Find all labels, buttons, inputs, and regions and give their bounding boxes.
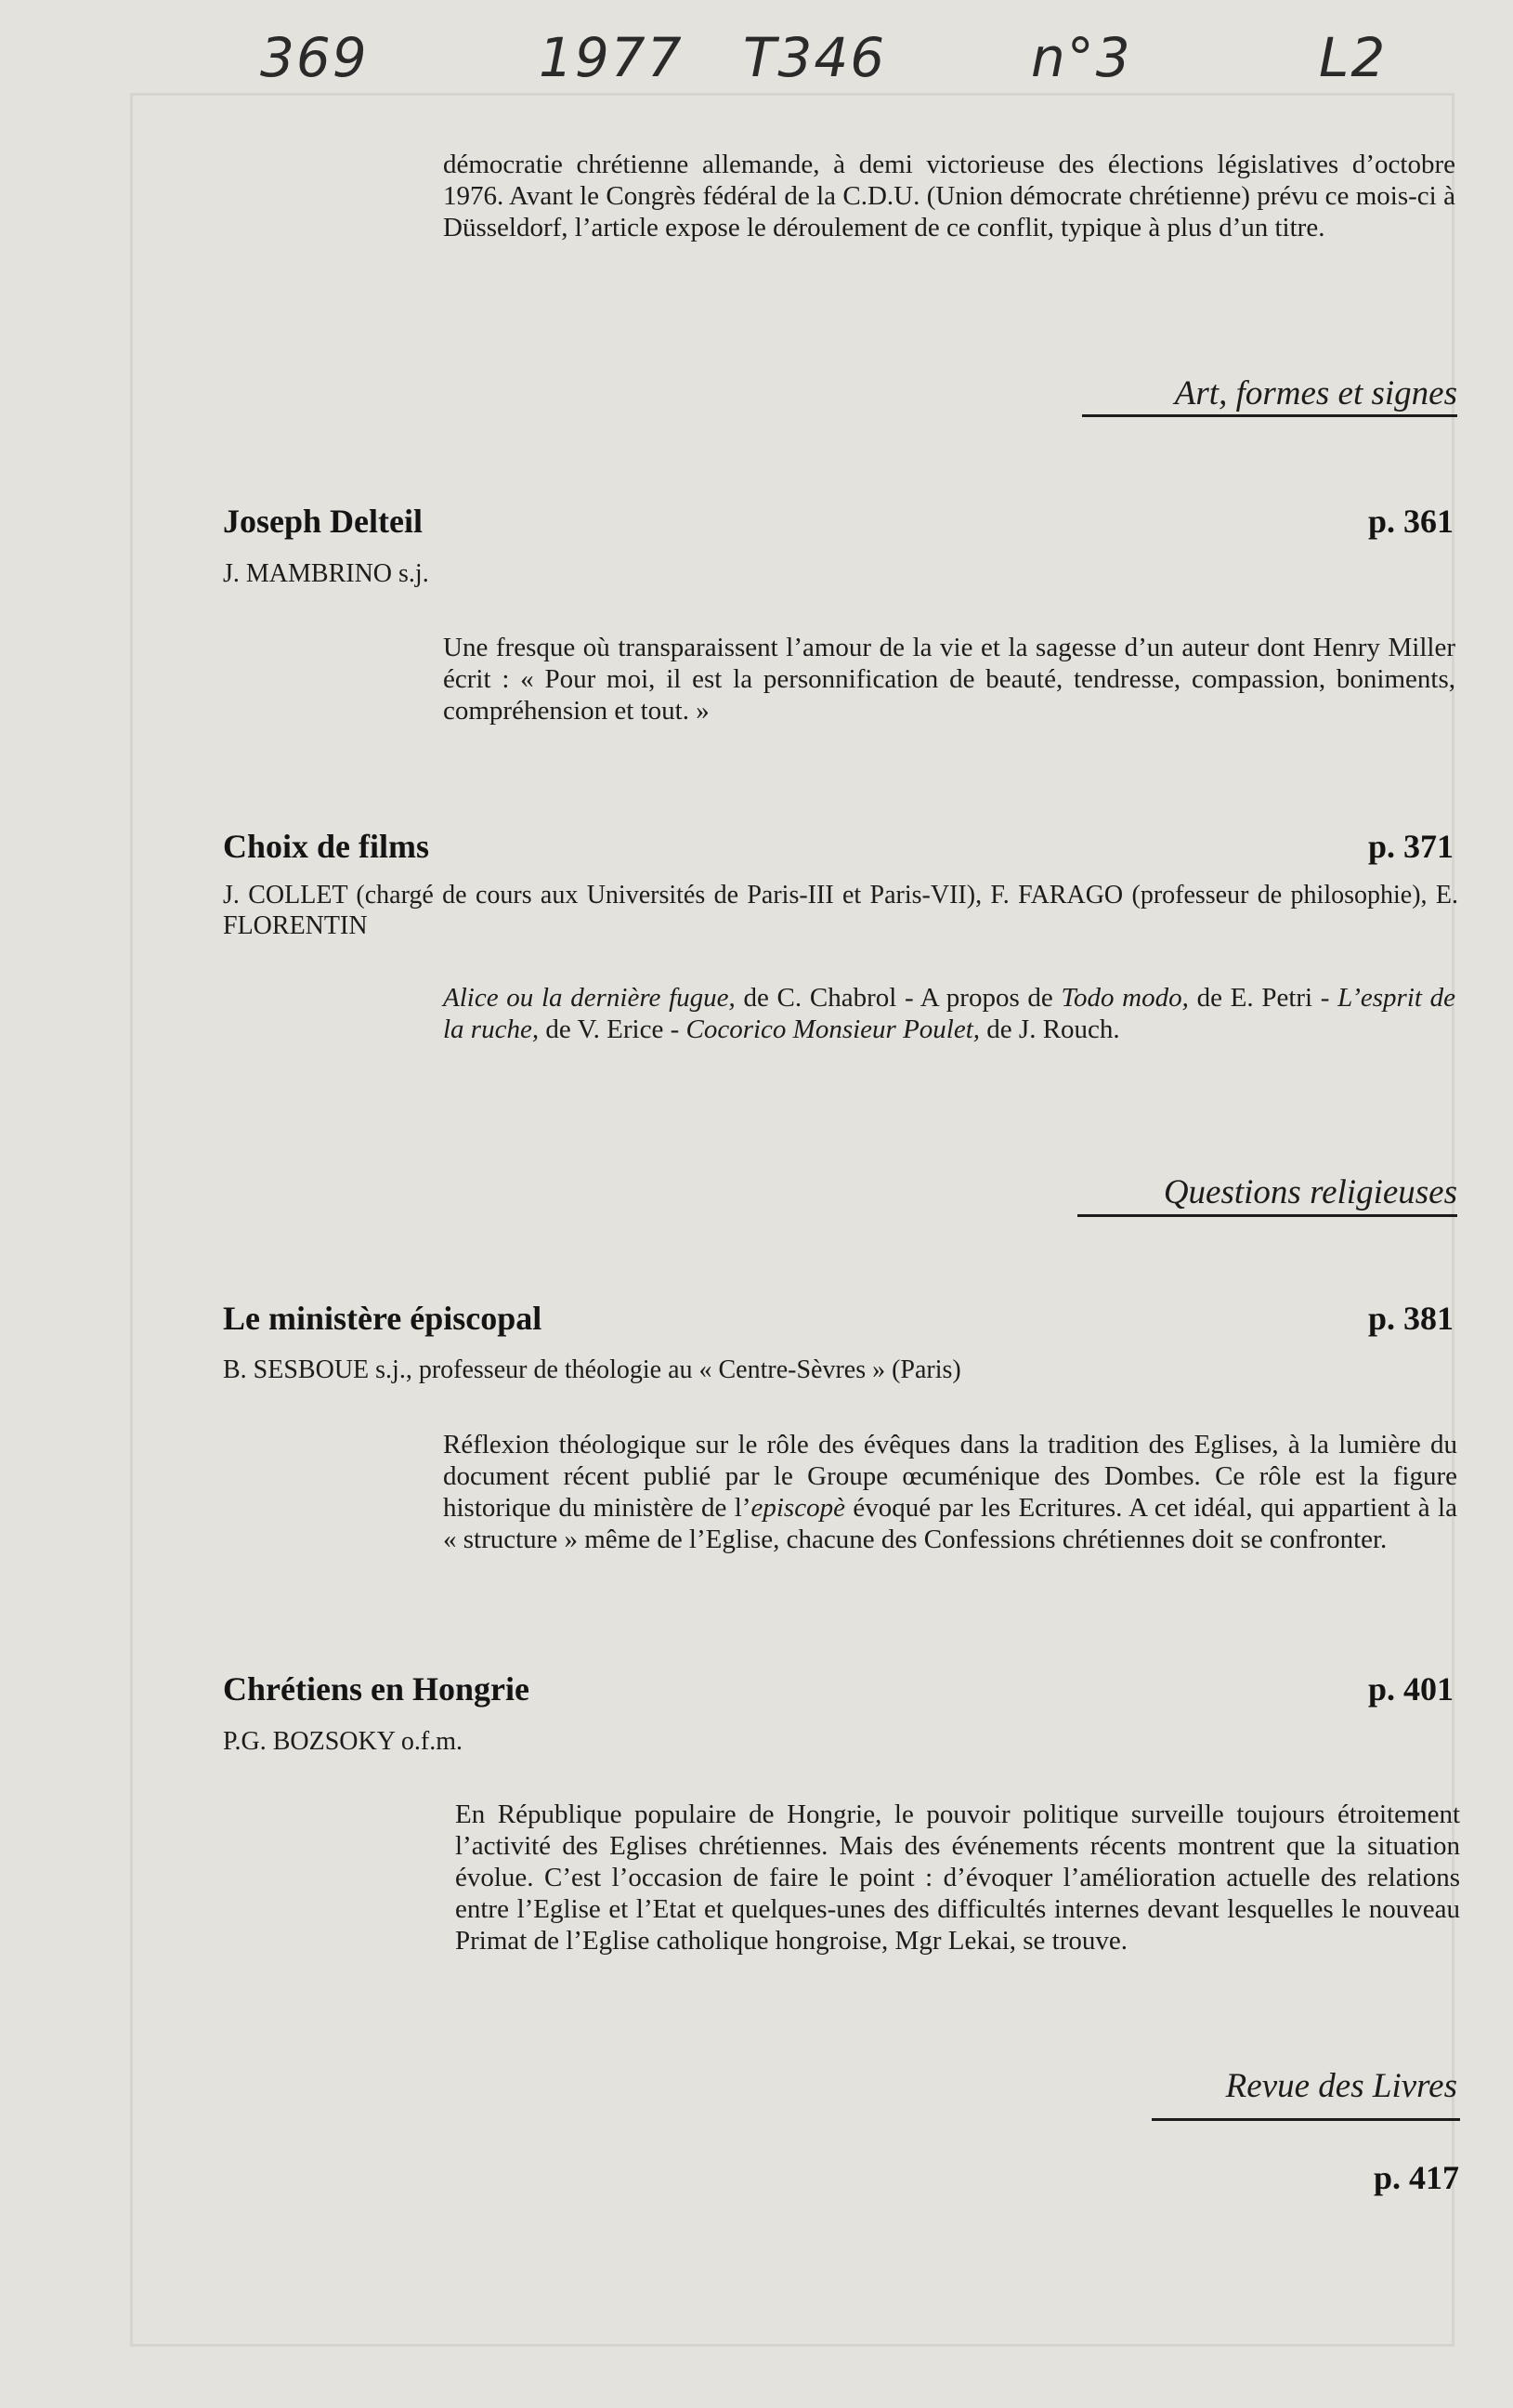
handwritten-note: L2 (1319, 26, 1388, 89)
section-heading-religion: Questions religieuses (1163, 1173, 1457, 1211)
section-rule (1152, 2118, 1460, 2121)
article-page-delteil: p. 361 (1367, 503, 1454, 540)
article-page-films: p. 371 (1367, 828, 1454, 865)
term-episcope: episcopè (750, 1493, 845, 1523)
handwritten-note: 1977 (539, 26, 684, 89)
film-title: Cocorico Monsieur Poulet, (685, 1014, 981, 1044)
article-title-films: Choix de films (223, 828, 430, 865)
article-summary-delteil: Une fresque où transparaissent l’amour de la vie et la sagesse d’un auteur dont Henry Miller écrit : « Pour moi, il est la personnification de beauté, tendresse, compassion, boniments, compréhension et tout. » (443, 633, 1455, 726)
article-summary-films: Alice ou la dernière fugue, de C. Chabrol - A propos de Todo modo, de E. Petri - L’esprit de la ruche, de V. Erice - Cocorico Monsieur Poulet, de J. Rouch. (443, 983, 1456, 1044)
article-title-ministere: Le ministère épiscopal (223, 1300, 542, 1337)
article-author-hongrie: P.G. BOZSOKY o.f.m. (223, 1727, 463, 1756)
article-author-films: J. COLLET (chargé de cours aux Universités de Paris-III et Paris-VII), F. FARAGO (professeur de philosophie), E. FLORENTIN (223, 881, 1458, 940)
article-page-ministere: p. 381 (1367, 1300, 1454, 1337)
film-title: L’esprit de la ruche, (443, 983, 1456, 1044)
section-rule (1077, 1214, 1457, 1217)
article-author-ministere: B. SESBOUE s.j., professeur de théologie au « Centre-Sèvres » (Paris) (223, 1355, 961, 1384)
article-author-delteil: J. MAMBRINO s.j. (223, 559, 429, 588)
article-title-delteil: Joseph Delteil (223, 503, 423, 540)
article-page-hongrie: p. 401 (1367, 1670, 1454, 1708)
article-page-livres: p. 417 (1373, 2159, 1459, 2196)
article-summary-ministere: Réflexion théologique sur le rôle des évêques dans la tradition des Eglises, à la lumière du document récent publié par le Groupe œcuménique des Dombes. Ce rôle est la figure historique du ministère de l’episcopè évoqué par les Ecritures. A cet idéal, qui appartient à la « structure » même de l’Eglise, chacune des Confessions chrétiennes doit se confronter. (443, 1430, 1457, 1554)
handwritten-note: T346 (743, 26, 887, 89)
film-title: Alice ou la dernière fugue, (443, 983, 736, 1013)
handwritten-note: n°3 (1031, 26, 1132, 89)
section-heading-books: Revue des Livres (1225, 2067, 1457, 2105)
article-summary-hongrie: En République populaire de Hongrie, le pouvoir politique surveille toujours étroitement l’activité des Eglises chrétiennes. Mais des événements récents montrent que la situation évolue. C’est l’occasion de faire le point : d’évoquer l’amélioration actuelle des relations entre l’Eglise et l’Etat et quelques-unes des difficultés internes devant lesquelles le nouveau Primat de l’Eglise catholique hongroise, Mgr Lekai, se trouve. (455, 1799, 1460, 1956)
section-heading-art: Art, formes et signes (1174, 374, 1457, 412)
film-title: Todo modo, (1061, 983, 1189, 1013)
bleed-through-frame (130, 93, 1454, 2347)
handwritten-note: 369 (260, 26, 369, 89)
intro-paragraph: démocratie chrétienne allemande, à demi victorieuse des élections législatives d’octobre 1976. Avant le Congrès fédéral de la C.D.U. (Union démocrate chrétienne) prévu ce mois-ci à Düsseldorf, l’article expose le déroulement de ce conflit, typique à plus d’un titre. (443, 150, 1455, 242)
article-title-hongrie: Chrétiens en Hongrie (223, 1670, 529, 1708)
section-rule (1082, 414, 1457, 417)
